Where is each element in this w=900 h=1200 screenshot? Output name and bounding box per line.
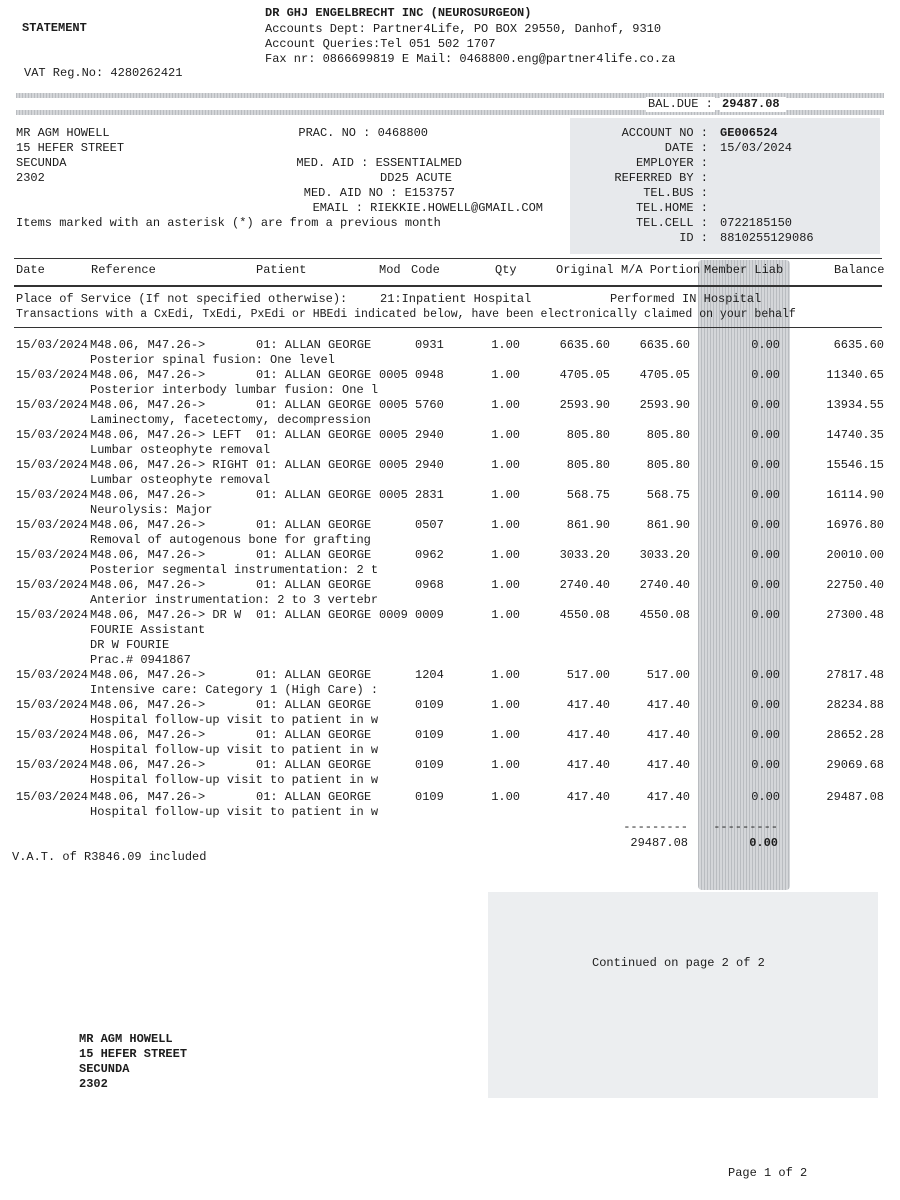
vat-included: V.A.T. of R3846.09 included — [12, 850, 207, 864]
telcell-label: TEL.CELL : — [635, 216, 708, 230]
row-balance: 6635.60 — [833, 338, 884, 352]
row-date: 15/03/2024 — [16, 578, 89, 592]
row-qty: 1.00 — [491, 668, 520, 682]
row-mod-code: 0109 — [379, 790, 444, 804]
med-aid-no: MED. AID NO : E153757 — [303, 186, 455, 200]
row-description: Anterior instrumentation: 2 to 3 vertebr — [90, 593, 379, 607]
row-patient: 01: ALLAN GEORGE — [256, 488, 372, 502]
row-patient: 01: ALLAN GEORGE — [256, 548, 372, 562]
row-qty: 1.00 — [491, 548, 520, 562]
row-reference: M48.06, M47.26-> LEFT — [90, 428, 242, 442]
row-original: 4550.08 — [559, 608, 610, 622]
row-original: 6635.60 — [559, 338, 610, 352]
row-description: Hospital follow-up visit to patient in w — [90, 805, 379, 819]
row-description: Hospital follow-up visit to patient in w — [90, 773, 379, 787]
row-qty: 1.00 — [491, 728, 520, 742]
date-value: 15/03/2024 — [720, 141, 793, 155]
row-mod-code: 0968 — [379, 578, 444, 592]
vat-reg: VAT Reg.No: 4280262421 — [24, 66, 183, 80]
row-ma-portion: 417.40 — [646, 758, 690, 772]
row-mod-code: 0005 5760 — [379, 398, 444, 412]
address-line3: SECUNDA — [16, 156, 67, 170]
row-description: Hospital follow-up visit to patient in w — [90, 743, 379, 757]
row-qty: 1.00 — [491, 578, 520, 592]
inpatient-hospital: 21:Inpatient Hospital — [380, 292, 532, 306]
row-member-liab: 0.00 — [751, 458, 780, 472]
row-patient: 01: ALLAN GEORGE — [256, 608, 372, 622]
row-original: 805.80 — [566, 428, 610, 442]
footer-addr1: MR AGM HOWELL — [79, 1032, 173, 1046]
row-date: 15/03/2024 — [16, 790, 89, 804]
row-qty: 1.00 — [491, 488, 520, 502]
col-ma-portion: M/A Portion — [621, 263, 701, 277]
row-reference: M48.06, M47.26-> — [90, 698, 206, 712]
col-member-liab: Member Liab — [704, 263, 784, 277]
row-original: 4705.05 — [559, 368, 610, 382]
row-reference: M48.06, M47.26-> — [90, 668, 206, 682]
row-date: 15/03/2024 — [16, 338, 89, 352]
practice-name: DR GHJ ENGELBRECHT INC (NEUROSURGEON) — [265, 6, 532, 20]
row-description: Lumbar osteophyte removal — [90, 443, 271, 457]
row-date: 15/03/2024 — [16, 548, 89, 562]
footer-addr3: SECUNDA — [79, 1062, 130, 1076]
row-reference: M48.06, M47.26-> — [90, 398, 206, 412]
row-ma-portion: 805.80 — [646, 458, 690, 472]
row-original: 861.90 — [566, 518, 610, 532]
address-line2: 15 HEFER STREET — [16, 141, 125, 155]
row-mod-code: 0005 2940 — [379, 458, 444, 472]
row-description: FOURIE Assistant — [90, 623, 206, 637]
header-rule-top — [14, 258, 882, 259]
col-mod: Mod — [379, 263, 401, 277]
row-ma-portion: 4550.08 — [639, 608, 690, 622]
row-member-liab: 0.00 — [751, 338, 780, 352]
row-balance: 29069.68 — [826, 758, 884, 772]
row-date: 15/03/2024 — [16, 668, 89, 682]
account-no-label: ACCOUNT NO : — [621, 126, 708, 140]
referred-label: REFERRED BY : — [614, 171, 708, 185]
page-number: Page 1 of 2 — [728, 1166, 808, 1180]
row-reference: M48.06, M47.26-> — [90, 488, 206, 502]
row-mod-code: 0109 — [379, 698, 444, 712]
row-member-liab: 0.00 — [751, 368, 780, 382]
row-reference: M48.06, M47.26-> — [90, 518, 206, 532]
row-ma-portion: 417.40 — [646, 728, 690, 742]
row-member-liab: 0.00 — [751, 488, 780, 502]
employer-label: EMPLOYER : — [635, 156, 708, 170]
row-mod-code: 0009 0009 — [379, 608, 444, 622]
row-description: Removal of autogenous bone for grafting — [90, 533, 371, 547]
plan: DD25 ACUTE — [380, 171, 453, 185]
row-ma-portion: 417.40 — [646, 698, 690, 712]
row-reference: M48.06, M47.26-> — [90, 338, 206, 352]
row-date: 15/03/2024 — [16, 488, 89, 502]
row-patient: 01: ALLAN GEORGE — [256, 368, 372, 382]
row-reference: M48.06, M47.26-> — [90, 790, 206, 804]
row-original: 417.40 — [566, 698, 610, 712]
row-original: 2593.90 — [559, 398, 610, 412]
accounts-dept: Accounts Dept: Partner4Life, PO BOX 29550, Danhof, 9310 — [265, 22, 662, 36]
id-value: 8810255129086 — [720, 231, 814, 245]
row-date: 15/03/2024 — [16, 458, 89, 472]
row-mod-code: 0109 — [379, 758, 444, 772]
bal-due-value: 29487.08 — [720, 97, 786, 112]
row-description: Hospital follow-up visit to patient in w — [90, 713, 379, 727]
row-description: Posterior segmental instrumentation: 2 t — [90, 563, 379, 577]
header-rule-bottom — [14, 285, 882, 287]
row-mod-code: 0507 — [379, 518, 444, 532]
row-description: Intensive care: Category 1 (High Care) : — [90, 683, 379, 697]
row-original: 2740.40 — [559, 578, 610, 592]
asterisk-note: Items marked with an asterisk (*) are from a previous month — [16, 216, 441, 230]
row-reference: M48.06, M47.26-> — [90, 548, 206, 562]
row-balance: 15546.15 — [826, 458, 884, 472]
row-date: 15/03/2024 — [16, 368, 89, 382]
address-line4: 2302 — [16, 171, 45, 185]
account-no: GE006524 — [720, 126, 778, 140]
telhome-label: TEL.HOME : — [635, 201, 708, 215]
row-balance: 28234.88 — [826, 698, 884, 712]
row-qty: 1.00 — [491, 790, 520, 804]
row-ma-portion: 6635.60 — [639, 338, 690, 352]
row-mod-code: 0931 — [379, 338, 444, 352]
row-member-liab: 0.00 — [751, 428, 780, 442]
row-original: 417.40 — [566, 758, 610, 772]
row-balance: 28652.28 — [826, 728, 884, 742]
col-reference: Reference — [91, 263, 156, 277]
row-original: 3033.20 — [559, 548, 610, 562]
row-patient: 01: ALLAN GEORGE — [256, 668, 372, 682]
row-mod-code: 0962 — [379, 548, 444, 562]
row-mod-code: 1204 — [379, 668, 444, 682]
row-description: Posterior spinal fusion: One level — [90, 353, 335, 367]
row-ma-portion: 4705.05 — [639, 368, 690, 382]
row-original: 805.80 — [566, 458, 610, 472]
continued-box — [488, 892, 878, 1098]
row-member-liab: 0.00 — [751, 668, 780, 682]
row-reference: M48.06, M47.26-> — [90, 368, 206, 382]
row-patient: 01: ALLAN GEORGE — [256, 428, 372, 442]
row-balance: 13934.55 — [826, 398, 884, 412]
row-original: 417.40 — [566, 728, 610, 742]
row-balance: 16114.90 — [826, 488, 884, 502]
row-balance: 22750.40 — [826, 578, 884, 592]
row-reference: M48.06, M47.26-> — [90, 728, 206, 742]
row-member-liab: 0.00 — [751, 398, 780, 412]
row-description: Laminectomy, facetectomy, decompression — [90, 413, 371, 427]
row-date: 15/03/2024 — [16, 398, 89, 412]
row-date: 15/03/2024 — [16, 728, 89, 742]
footer-addr4: 2302 — [79, 1077, 108, 1091]
account-queries: Account Queries:Tel 051 502 1707 — [265, 37, 496, 51]
row-balance: 14740.35 — [826, 428, 884, 442]
row-patient: 01: ALLAN GEORGE — [256, 728, 372, 742]
row-qty: 1.00 — [491, 368, 520, 382]
fax-mail: Fax nr: 0866699819 E Mail: 0468800.eng@partner4life.co.za — [265, 52, 676, 66]
row-patient: 01: ALLAN GEORGE — [256, 398, 372, 412]
row-member-liab: 0.00 — [751, 578, 780, 592]
performed-in-hospital: Performed IN Hospital — [610, 292, 762, 306]
row-patient: 01: ALLAN GEORGE — [256, 790, 372, 804]
telcell-value: 0722185150 — [720, 216, 793, 230]
row-description: Lumbar osteophyte removal — [90, 473, 271, 487]
col-date: Date — [16, 263, 45, 277]
row-date: 15/03/2024 — [16, 428, 89, 442]
row-description: Posterior interbody lumbar fusion: One l — [90, 383, 379, 397]
row-mod-code: 0005 2940 — [379, 428, 444, 442]
id-label: ID : — [679, 231, 708, 245]
row-ma-portion: 861.90 — [646, 518, 690, 532]
row-ma-portion: 805.80 — [646, 428, 690, 442]
row-description: Prac.# 0941867 — [90, 653, 191, 667]
row-date: 15/03/2024 — [16, 758, 89, 772]
row-patient: 01: ALLAN GEORGE — [256, 578, 372, 592]
row-reference: M48.06, M47.26-> — [90, 578, 206, 592]
row-ma-portion: 2740.40 — [639, 578, 690, 592]
row-ma-portion: 568.75 — [646, 488, 690, 502]
col-qty: Qty — [495, 263, 517, 277]
row-mod-code: 0005 0948 — [379, 368, 444, 382]
row-ma-portion: 417.40 — [646, 790, 690, 804]
email: EMAIL : RIEKKIE.HOWELL@GMAIL.COM — [312, 201, 543, 215]
col-code: Code — [411, 263, 440, 277]
row-original: 417.40 — [566, 790, 610, 804]
row-member-liab: 0.00 — [751, 548, 780, 562]
row-date: 15/03/2024 — [16, 698, 89, 712]
col-patient: Patient — [256, 263, 307, 277]
col-original: Original — [556, 263, 614, 277]
row-member-liab: 0.00 — [751, 518, 780, 532]
row-member-liab: 0.00 — [751, 698, 780, 712]
row-ma-portion: 3033.20 — [639, 548, 690, 562]
row-balance: 20010.00 — [826, 548, 884, 562]
statement-title: STATEMENT — [22, 21, 87, 35]
row-qty: 1.00 — [491, 458, 520, 472]
row-patient: 01: ALLAN GEORGE — [256, 758, 372, 772]
row-ma-portion: 517.00 — [646, 668, 690, 682]
row-member-liab: 0.00 — [751, 758, 780, 772]
liab-total-dashes: --------- — [713, 820, 778, 834]
row-qty: 1.00 — [491, 518, 520, 532]
row-qty: 1.00 — [491, 398, 520, 412]
row-qty: 1.00 — [491, 428, 520, 442]
row-balance: 16976.80 — [826, 518, 884, 532]
row-balance: 27300.48 — [826, 608, 884, 622]
row-qty: 1.00 — [491, 758, 520, 772]
row-description: Neurolysis: Major — [90, 503, 213, 517]
col-balance: Balance — [834, 263, 885, 277]
row-member-liab: 0.00 — [751, 608, 780, 622]
ma-total-dashes: --------- — [623, 820, 688, 834]
row-patient: 01: ALLAN GEORGE — [256, 338, 372, 352]
date-label: DATE : — [664, 141, 708, 155]
row-member-liab: 0.00 — [751, 728, 780, 742]
row-balance: 27817.48 — [826, 668, 884, 682]
row-reference: M48.06, M47.26-> — [90, 758, 206, 772]
row-balance: 29487.08 — [826, 790, 884, 804]
row-reference: M48.06, M47.26-> DR W — [90, 608, 242, 622]
row-date: 15/03/2024 — [16, 608, 89, 622]
row-patient: 01: ALLAN GEORGE — [256, 698, 372, 712]
ma-total: 29487.08 — [630, 836, 688, 850]
med-aid: MED. AID : ESSENTIALMED — [296, 156, 462, 170]
row-mod-code: 0109 — [379, 728, 444, 742]
address-line1: MR AGM HOWELL — [16, 126, 110, 140]
bal-due-label: BAL.DUE : — [648, 97, 713, 111]
continued-note: Continued on page 2 of 2 — [592, 956, 765, 970]
row-original: 517.00 — [566, 668, 610, 682]
row-member-liab: 0.00 — [751, 790, 780, 804]
place-of-service: Place of Service (If not specified otherwise): — [16, 292, 348, 306]
row-qty: 1.00 — [491, 338, 520, 352]
row-original: 568.75 — [566, 488, 610, 502]
liab-total: 0.00 — [749, 836, 778, 850]
row-mod-code: 0005 2831 — [379, 488, 444, 502]
row-balance: 11340.65 — [826, 368, 884, 382]
prac-no: PRAC. NO : 0468800 — [298, 126, 428, 140]
row-patient: 01: ALLAN GEORGE — [256, 518, 372, 532]
row-qty: 1.00 — [491, 698, 520, 712]
footer-addr2: 15 HEFER STREET — [79, 1047, 188, 1061]
row-ma-portion: 2593.90 — [639, 398, 690, 412]
row-patient: 01: ALLAN GEORGE — [256, 458, 372, 472]
row-description: DR W FOURIE — [90, 638, 170, 652]
row-date: 15/03/2024 — [16, 518, 89, 532]
transactions-note: Transactions with a CxEdi, TxEdi, PxEdi or HBEdi indicated below, have been electronically claimed on your behalf — [16, 308, 796, 321]
info-rule — [14, 327, 882, 328]
row-qty: 1.00 — [491, 608, 520, 622]
row-reference: M48.06, M47.26-> RIGHT — [90, 458, 249, 472]
telbus-label: TEL.BUS : — [643, 186, 708, 200]
